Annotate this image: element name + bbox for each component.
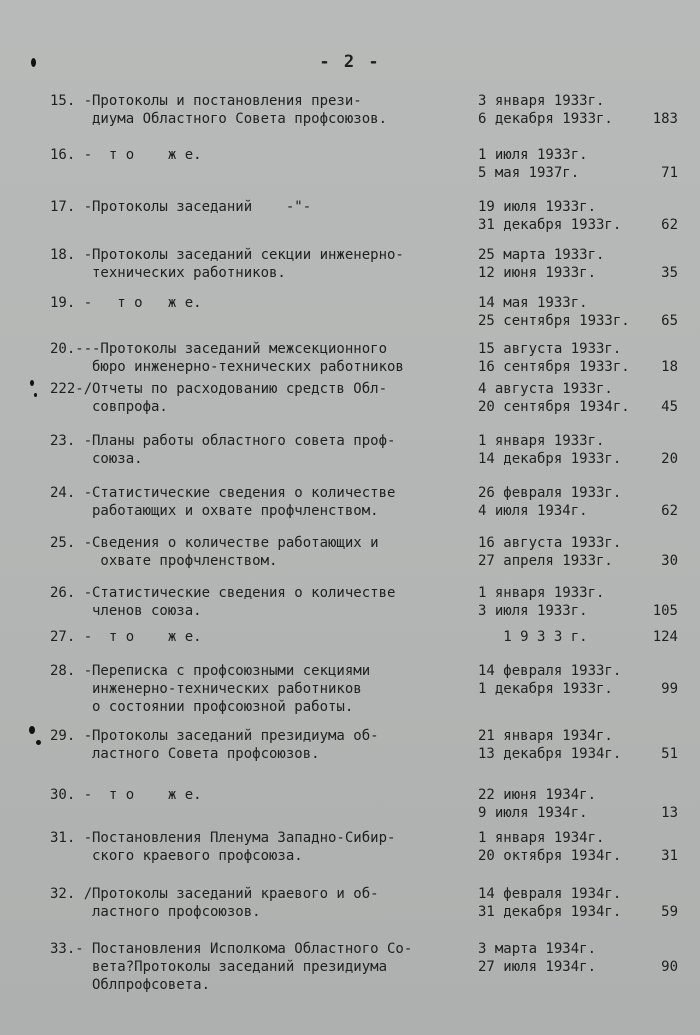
start-date: 25 марта 1933г. — [478, 247, 605, 263]
page-count: 71 — [661, 165, 678, 181]
entry-number: 28. - — [50, 663, 93, 679]
description-line: т о ж е. — [92, 147, 202, 163]
entry-description — [92, 940, 412, 994]
entry-dates — [478, 146, 588, 182]
end-date: 20 сентября 1934г. — [478, 399, 630, 415]
end-date: 1 декабря 1933г. — [478, 681, 613, 697]
start-date: 1 января 1933г. — [478, 433, 605, 449]
end-date: 16 сентября 1933г. — [478, 359, 630, 375]
description-line: -Протоколы заседаний межсекционного — [92, 341, 388, 357]
entry-number: 32. / — [50, 886, 93, 902]
end-date: 5 мая 1937г. — [478, 165, 580, 181]
page-count: 31 — [661, 848, 678, 864]
description-line: Планы работы областного совета проф- — [92, 433, 396, 449]
page-count: 124 — [652, 629, 678, 645]
description-line: охвате профчленством. — [92, 553, 278, 569]
end-date: 4 июля 1934г. — [478, 503, 588, 519]
page-count: 59 — [661, 904, 678, 920]
entry-description — [92, 885, 379, 921]
entry-description — [92, 662, 370, 716]
page-count: 62 — [661, 217, 678, 233]
page-count: 62 — [661, 503, 678, 519]
entry-dates — [478, 340, 630, 376]
entry-dates — [478, 534, 621, 570]
entry-description — [92, 198, 311, 216]
entry-dates — [478, 484, 621, 520]
description-line: т о ж е. — [92, 787, 202, 803]
entry-number: 16. - — [50, 147, 93, 163]
page-count: 51 — [661, 746, 678, 762]
entry-dates — [478, 584, 604, 620]
end-date: 9 июля 1934г. — [478, 805, 588, 821]
page-count: 30 — [661, 553, 678, 569]
entry-description — [92, 432, 395, 468]
entry-number: 25. - — [50, 535, 93, 551]
entry-description — [92, 484, 395, 520]
start-date: 14 февраля 1934г. — [478, 886, 622, 902]
entry-description — [92, 294, 202, 312]
description-line: Статистические сведения о количестве — [92, 485, 396, 501]
entry-dates — [478, 628, 588, 646]
start-date: 1 июля 1933г. — [478, 147, 588, 163]
entry-description — [92, 146, 202, 164]
start-date: 21 января 1934г. — [478, 728, 613, 744]
end-date: 13 декабря 1934г. — [478, 746, 622, 762]
entry-description — [92, 829, 395, 865]
description-line: бюро инженерно-технических работников — [92, 359, 404, 375]
entry-dates — [478, 885, 621, 921]
entry-dates — [478, 294, 630, 330]
page-count: 45 — [661, 399, 678, 415]
description-line: ластного профсоюзов. — [92, 904, 261, 920]
entry-number: 222-/ — [50, 381, 93, 397]
description-line: Отчеты по расходованию средств Обл- — [92, 381, 388, 397]
start-date: 3 марта 1934г. — [478, 941, 597, 957]
page-count: 99 — [661, 681, 678, 697]
end-date: 27 июля 1934г. — [478, 959, 597, 975]
description-line: вета?Протоколы заседаний президиума — [92, 959, 388, 975]
entry-number: 19. - — [50, 295, 93, 311]
entry-number: 33.- — [50, 941, 84, 957]
ink-speck — [29, 726, 35, 734]
description-line: Протоколы заседаний секции инженерно- — [92, 247, 404, 263]
ink-speck — [36, 740, 41, 745]
start-date: 22 июня 1934г. — [478, 787, 597, 803]
ink-speck — [31, 58, 36, 67]
end-date: 25 сентября 1933г. — [478, 313, 630, 329]
entry-number: 27. - — [50, 629, 93, 645]
entry-description — [92, 340, 404, 376]
entry-number: 20.-- — [50, 341, 93, 357]
start-date: 14 мая 1933г. — [478, 295, 588, 311]
entry-description — [92, 786, 202, 804]
entry-number: 26. - — [50, 585, 93, 601]
entry-dates — [478, 786, 596, 822]
description-line: Сведения о количестве работающих и — [92, 535, 379, 551]
page-count: 65 — [661, 313, 678, 329]
description-line: Протоколы заседаний -"- — [92, 199, 312, 215]
entry-description — [92, 727, 379, 763]
entry-dates — [478, 92, 613, 128]
entry-dates — [478, 940, 596, 976]
end-date: 14 декабря 1933г. — [478, 451, 622, 467]
ink-speck — [34, 393, 37, 397]
entry-dates — [478, 727, 621, 763]
entry-number: 15. - — [50, 93, 93, 109]
description-line: Постановления Исполкома Областного Со- — [92, 941, 413, 957]
entry-number: 24. - — [50, 485, 93, 501]
end-date: 12 июня 1933г. — [478, 265, 597, 281]
end-date: 20 октября 1934г. — [478, 848, 622, 864]
end-date: 3 июля 1933г. — [478, 603, 588, 619]
entry-description — [92, 534, 379, 570]
start-date: 16 августа 1933г. — [478, 535, 622, 551]
entry-number: 18. - — [50, 247, 93, 263]
description-line: ского краевого профсоюза. — [92, 848, 303, 864]
description-line: Постановления Пленума Западно-Сибир- — [92, 830, 396, 846]
entry-dates — [478, 432, 621, 468]
start-date: 1 января 1933г. — [478, 585, 605, 601]
start-date: 1 января 1934г. — [478, 830, 605, 846]
description-line: технических работников. — [92, 265, 286, 281]
start-date: 15 августа 1933г. — [478, 341, 622, 357]
start-date: 14 февраля 1933г. — [478, 663, 622, 679]
description-line: Протоколы заседаний президиума об- — [92, 728, 379, 744]
description-line: совпрофа. — [92, 399, 168, 415]
entry-description — [92, 628, 202, 646]
entry-dates — [478, 829, 621, 865]
end-date: 27 апреля 1933г. — [478, 553, 613, 569]
page-count: 13 — [661, 805, 678, 821]
description-line: работающих и охвате профчленством. — [92, 503, 379, 519]
description-line: Протоколы и постановления прези- — [92, 93, 362, 109]
entry-number: 31. - — [50, 830, 93, 846]
page-count: 183 — [652, 111, 678, 127]
page-number: - 2 - — [319, 52, 381, 72]
entry-dates — [478, 380, 630, 416]
entry-dates — [478, 198, 621, 234]
entry-description — [92, 584, 395, 620]
description-line: союза. — [92, 451, 143, 467]
entry-dates — [478, 662, 621, 698]
description-line: Статистические сведения о количестве — [92, 585, 396, 601]
start-date: 4 августа 1933г. — [478, 381, 613, 397]
start-date: 19 июля 1933г. — [478, 199, 597, 215]
description-line: т о ж е. — [92, 629, 202, 645]
description-line: Облпрофсовета. — [92, 977, 211, 993]
entry-number: 30. - — [50, 787, 93, 803]
start-date: 1 9 3 3 г. — [478, 629, 588, 645]
description-line: ластного Совета профсоюзов. — [92, 746, 320, 762]
description-line: диума Областного Совета профсоюзов. — [92, 111, 388, 127]
description-line: Протоколы заседаний краевого и об- — [92, 886, 379, 902]
description-line: Переписка с профсоюзными секциями — [92, 663, 371, 679]
description-line: инженерно-технических работников — [92, 681, 362, 697]
entry-number: 23. - — [50, 433, 93, 449]
ink-speck — [30, 380, 34, 386]
entry-description — [92, 246, 404, 282]
description-line: т о ж е. — [92, 295, 202, 311]
end-date: 31 декабря 1933г. — [478, 217, 622, 233]
page-count: 35 — [661, 265, 678, 281]
start-date: 3 января 1933г. — [478, 93, 605, 109]
entry-dates — [478, 246, 604, 282]
description-line: членов союза. — [92, 603, 202, 619]
page-count: 20 — [661, 451, 678, 467]
entry-number: 17. - — [50, 199, 93, 215]
end-date: 6 декабря 1933г. — [478, 111, 613, 127]
entry-description — [92, 380, 387, 416]
entry-number: 29. - — [50, 728, 93, 744]
start-date: 26 февраля 1933г. — [478, 485, 622, 501]
end-date: 31 декабря 1934г. — [478, 904, 622, 920]
page-count: 105 — [652, 603, 678, 619]
page-count: 18 — [661, 359, 678, 375]
description-line: о состоянии профсоюзной работы. — [92, 699, 354, 715]
entry-description — [92, 92, 387, 128]
page-count: 90 — [661, 959, 678, 975]
